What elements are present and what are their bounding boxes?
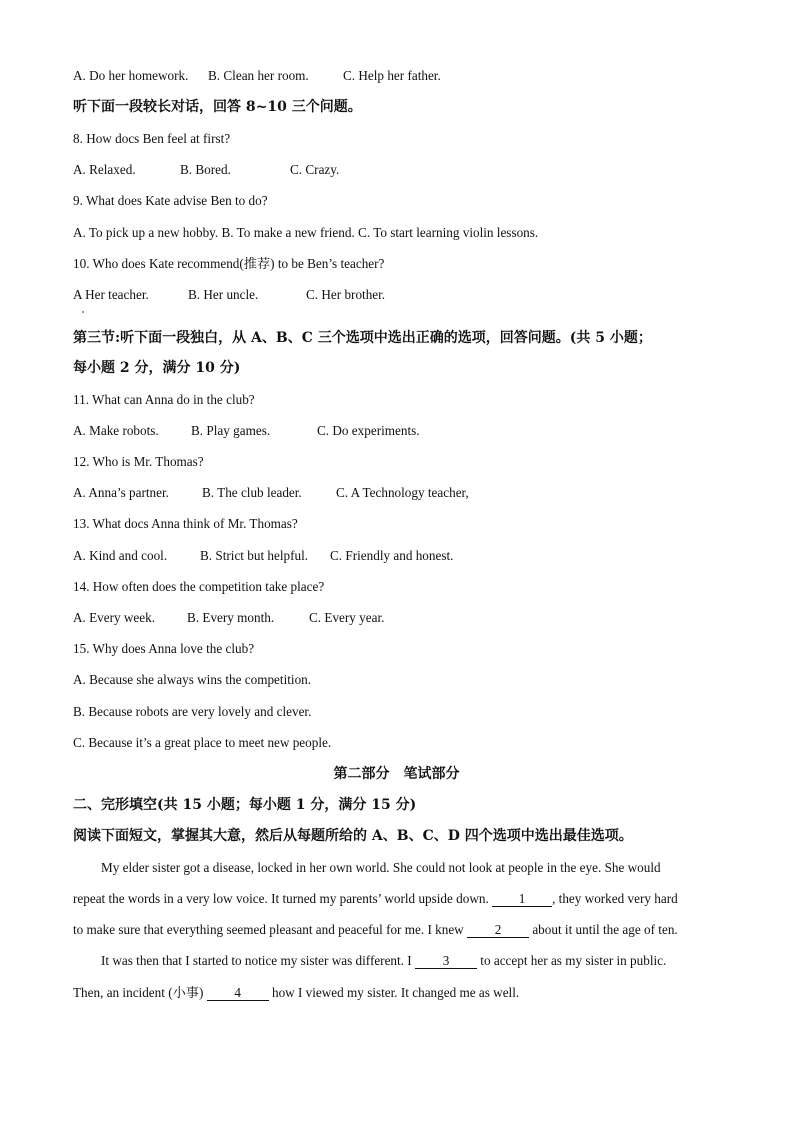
q7-option-c: C. Help her father.	[343, 68, 441, 83]
q8-option-b: B. Bored.	[180, 162, 231, 177]
q8-option-c: C. Crazy.	[290, 162, 340, 177]
passage-text: , they worked very hard	[552, 891, 678, 906]
q9-question: 9. What does Kate advise Ben to do?	[73, 193, 268, 208]
q12-option-b: B. The club leader.	[202, 485, 302, 500]
blank-4: 4	[207, 986, 269, 1001]
q10-option-c: C. Her brother.	[306, 287, 386, 302]
section3-heading-line2: 每小题 2 分，满分 10 分)	[73, 360, 241, 376]
part2-title: 第二部分 笔试部分	[333, 766, 460, 782]
q12-option-c: C. A Technology teacher,	[336, 485, 469, 500]
passage-text: to accept her as my sister in public.	[476, 953, 667, 968]
passage-p2-line2	[73, 984, 519, 1002]
q12-options	[73, 484, 469, 502]
cloze-heading: 二、完形填空(共 15 小题；每小题 1 分，满分 15 分)	[73, 797, 417, 813]
q10-question: 10. Who does Kate recommend(推荐) to be Ben’s teacher?	[73, 256, 385, 271]
passage-p1-line2	[73, 890, 678, 908]
q14-option-a: A. Every week.	[73, 610, 156, 625]
q8-question: 8. How docs Ben feel at first?	[73, 131, 231, 146]
q7-options	[73, 67, 441, 85]
q13-option-b: B. Strict but helpful.	[200, 548, 309, 563]
q12-question: 12. Who is Mr. Thomas?	[73, 454, 204, 469]
q14-option-c: C. Every year.	[309, 610, 385, 625]
q14-option-b: B. Every month.	[187, 610, 275, 625]
q15-option-b: B. Because robots are very lovely and clever.	[73, 704, 312, 719]
q14-options	[73, 609, 384, 627]
passage-text: repeat the words in a very low voice. It turned my parents’ world upside down.	[73, 891, 493, 906]
q7-option-a: A. Do her homework.	[73, 68, 189, 83]
q15-option-c: C. Because it’s a great place to meet new people.	[73, 735, 332, 750]
passage-text: about it until the age of ten.	[529, 922, 678, 937]
q15-question: 15. Why does Anna love the club?	[73, 641, 255, 656]
q10-option-b: B. Her uncle.	[188, 287, 259, 302]
q10-options	[73, 286, 385, 304]
q11-options	[73, 422, 420, 440]
q15-option-a: A. Because she always wins the competition.	[73, 672, 312, 687]
passage-p2-line1	[101, 952, 666, 970]
section-long-dialogue-heading: 听下面一段较长对话，回答 8~10 三个问题。	[73, 99, 362, 115]
q11-option-b: B. Play games.	[191, 423, 271, 438]
q7-option-b: B. Clean her room.	[208, 68, 309, 83]
q13-option-c: C. Friendly and honest.	[330, 548, 454, 563]
q10-option-a: A Her teacher.	[73, 287, 149, 302]
stray-dot	[82, 311, 84, 313]
q13-question: 13. What docs Anna think of Mr. Thomas?	[73, 516, 298, 531]
passage-text: how I viewed my sister. It changed me as well.	[268, 985, 520, 1000]
blank-1: 1	[492, 892, 552, 907]
q11-question: 11. What can Anna do in the club?	[73, 392, 255, 407]
q13-options	[73, 547, 453, 565]
q11-option-c: C. Do experiments.	[317, 423, 420, 438]
q13-option-a: A. Kind and cool.	[73, 548, 168, 563]
cloze-instruction: 阅读下面短文，掌握其大意，然后从每题所给的 A、B、C、D 四个选项中选出最佳选项。	[73, 828, 633, 844]
q14-question: 14. How often does the competition take place?	[73, 579, 325, 594]
q8-options	[73, 161, 339, 179]
q12-option-a: A. Anna’s partner.	[73, 485, 169, 500]
q9-options: A. To pick up a new hobby. B. To make a new friend. C. To start learning violin lessons.	[73, 225, 539, 240]
passage-p1-line1: My elder sister got a disease, locked in her own world. She could not look at people in the eye. She would	[101, 860, 661, 875]
q8-option-a: A. Relaxed.	[73, 162, 136, 177]
blank-2: 2	[467, 923, 529, 938]
passage-text: to make sure that everything seemed pleasant and peaceful for me. I knew	[73, 922, 468, 937]
passage-p1-line3	[73, 921, 678, 939]
q11-option-a: A. Make robots.	[73, 423, 159, 438]
section3-heading-line1: 第三节:听下面一段独白，从 A、B、C 三个选项中选出正确的选项，回答问题。(共 5 小题；	[73, 330, 652, 346]
passage-text: It was then that I started to notice my sister was different. I	[101, 953, 415, 968]
passage-text: Then, an incident (小事)	[73, 985, 207, 1000]
blank-3: 3	[415, 954, 477, 969]
